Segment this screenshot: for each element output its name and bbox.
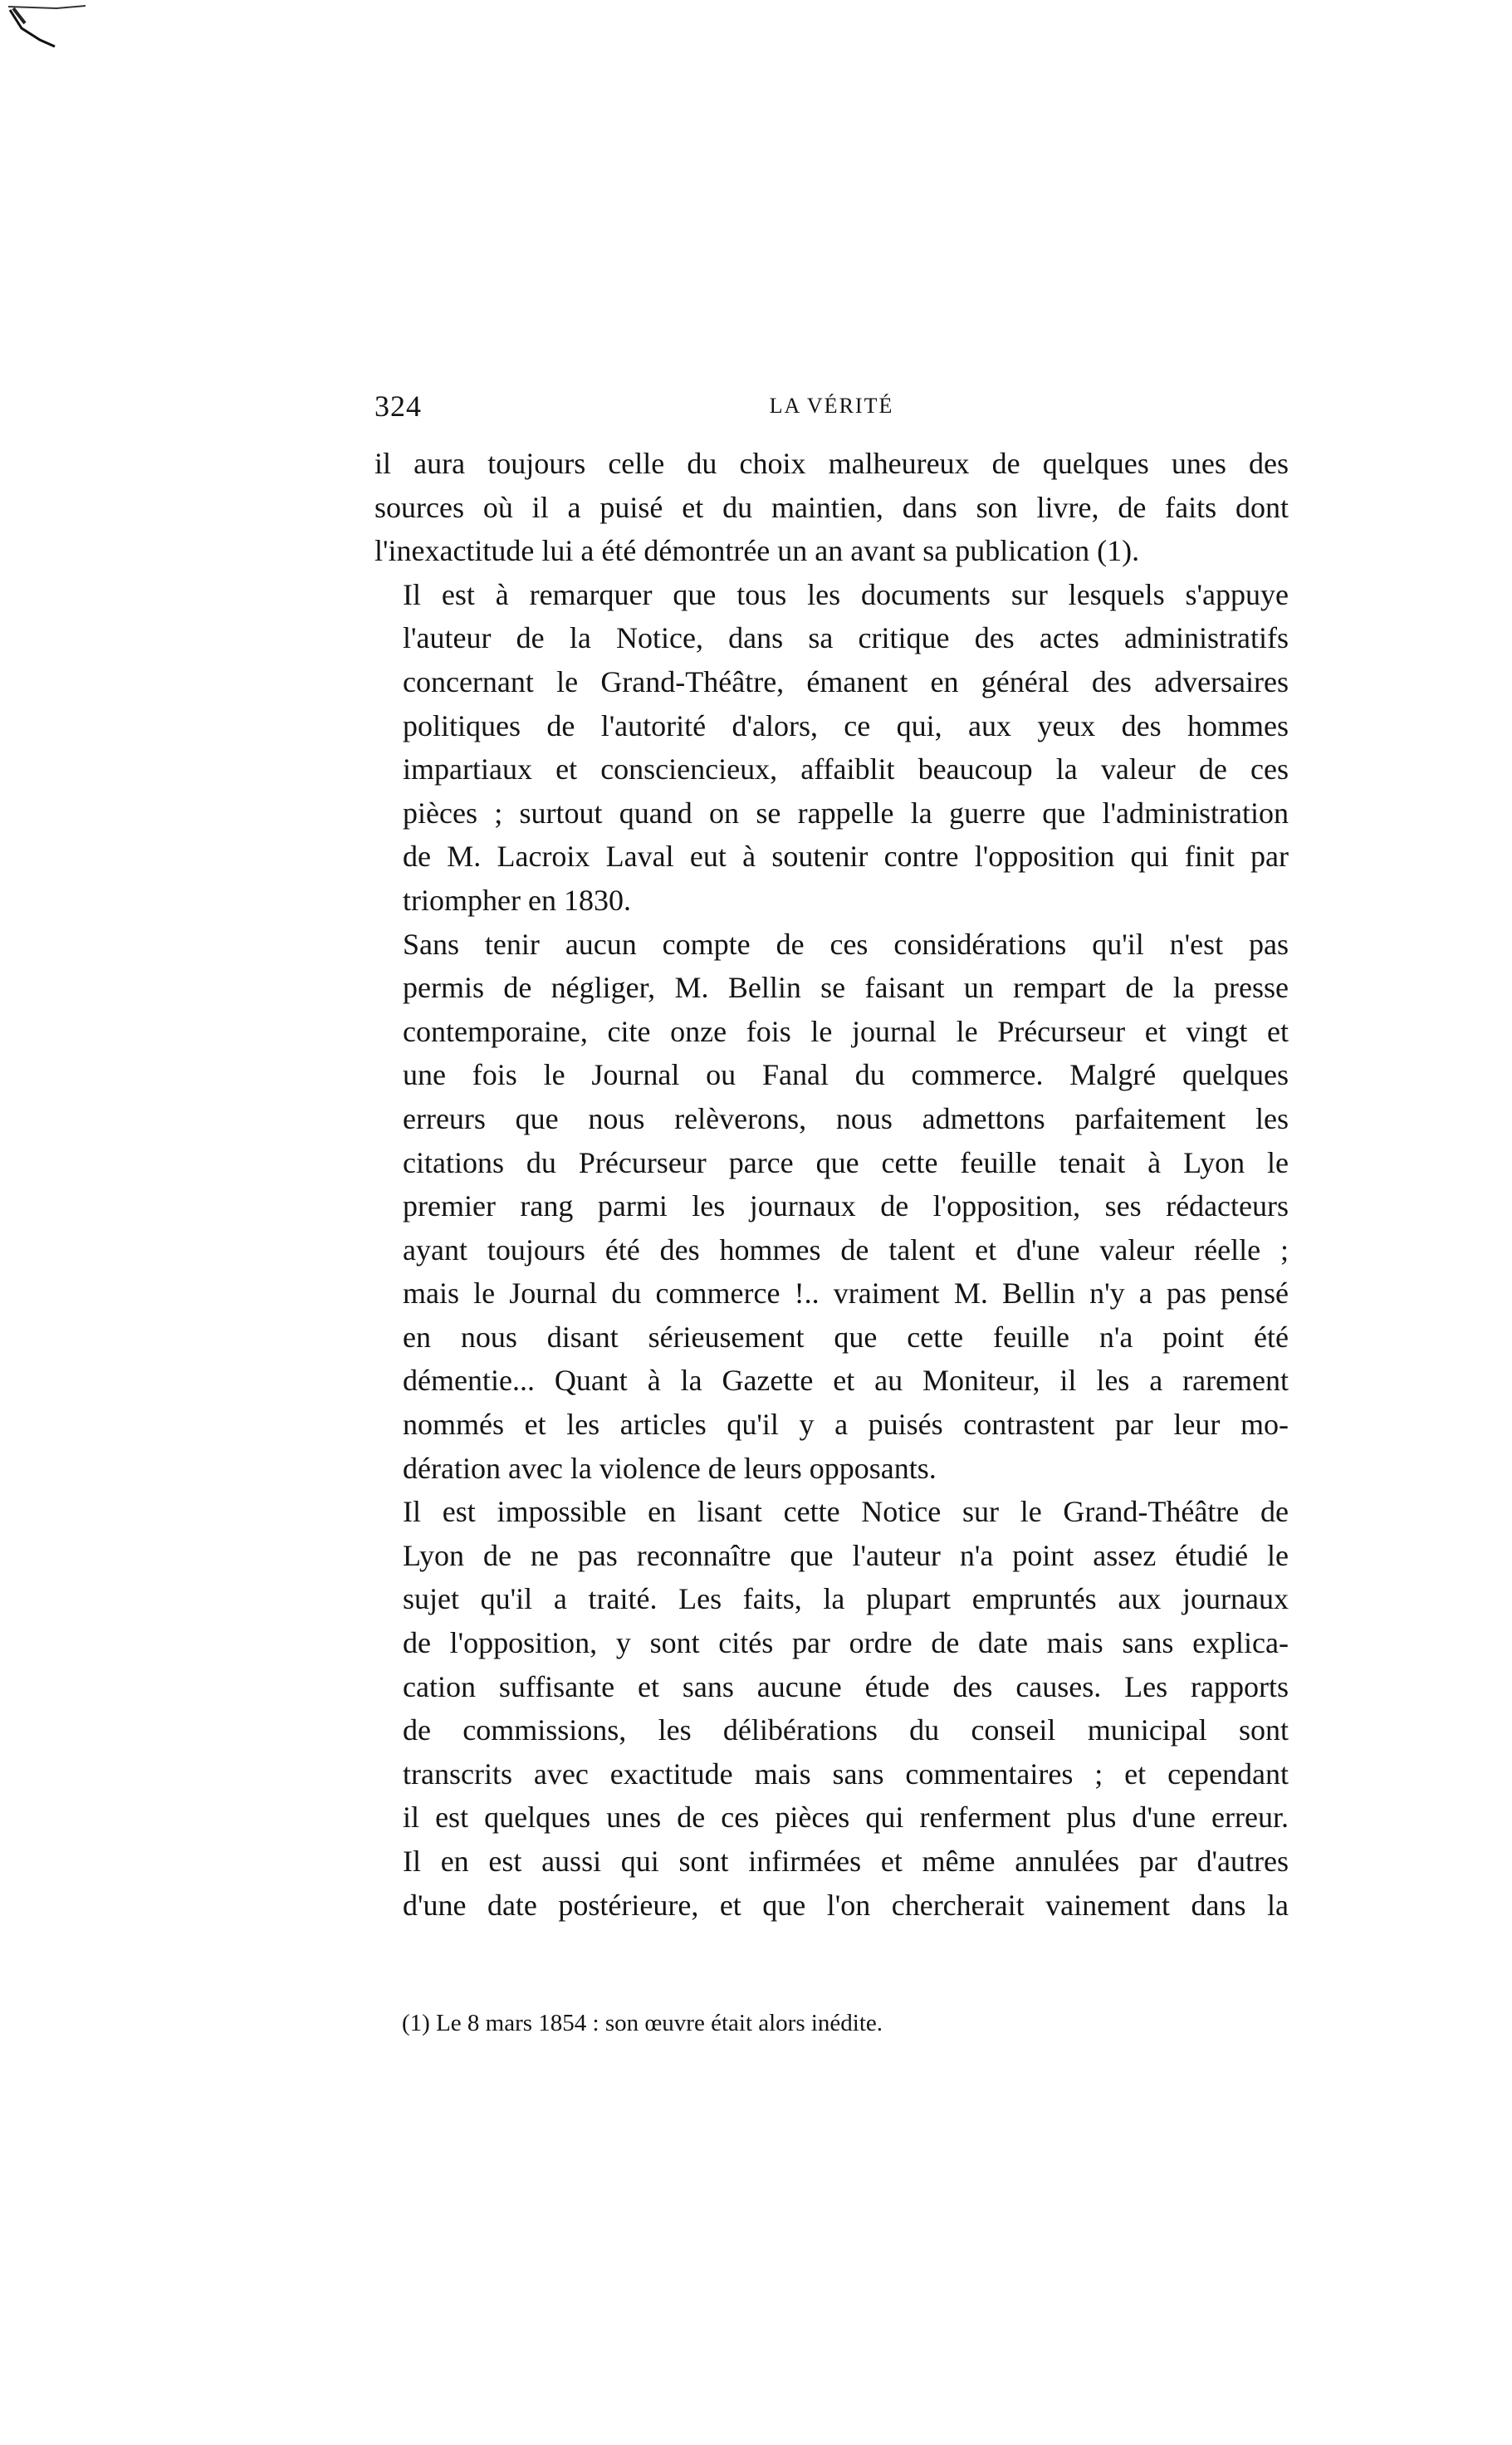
text-line: Lyon de ne pas reconnaître que l'auteur n'a point assez étudié le — [403, 1538, 1289, 1572]
running-head — [374, 389, 1289, 430]
page-number: 324 — [374, 390, 422, 423]
text-line: l'auteur de la Notice, dans sa critique des actes administratifs — [403, 621, 1289, 655]
text-line: premier rang parmi les journaux de l'opposition, ses rédacteurs — [403, 1189, 1289, 1223]
text-line: Il est impossible en lisant cette Notice sur le Grand-Théâtre de — [403, 1495, 1289, 1529]
text-line: pièces ; surtout quand on se rappelle la guerre que l'administration — [403, 796, 1289, 830]
text-line: de commissions, les délibérations du conseil municipal sont — [403, 1713, 1289, 1747]
paragraph-4 — [374, 1490, 1289, 1927]
text-line: sujet qu'il a traité. Les faits, la plupart empruntés aux journaux — [403, 1582, 1289, 1616]
text-line: en nous disant sérieusement que cette feuille n'a point été — [403, 1320, 1289, 1354]
text-line: erreurs que nous relèverons, nous admettons parfaitement les — [403, 1101, 1289, 1135]
text-line: Il est à remarquer que tous les documents sur lesquels s'appuye — [403, 577, 1289, 611]
paragraph-1 — [374, 442, 1289, 573]
text-line: mais le Journal du commerce !.. vraiment M. Bellin n'y a pas pensé — [403, 1276, 1289, 1311]
text-line: contemporaine, cite onze fois le journal le Précurseur et vingt et — [403, 1014, 1289, 1048]
text-line: triompher en 1830. — [403, 883, 631, 917]
text-line: citations du Précurseur parce que cette feuille tenait à Lyon le — [403, 1145, 1289, 1179]
text-line: démentie... Quant à la Gazette et au Moniteur, il les a rarement — [403, 1364, 1289, 1398]
text-line: il aura toujours celle du choix malheureux de quelques unes des — [374, 447, 1289, 480]
body-text — [374, 442, 1289, 1927]
text-line: permis de négliger, M. Bellin se faisant un rempart de la presse — [403, 971, 1289, 1005]
text-line: concernant le Grand-Théâtre, émanent en général des adversaires — [403, 664, 1289, 698]
text-line: de l'opposition, y sont cités par ordre de date mais sans explica- — [403, 1626, 1289, 1660]
text-line: de M. Lacroix Laval eut à soutenir contre l'opposition qui finit par — [403, 840, 1289, 874]
paragraph-2 — [374, 573, 1289, 923]
text-line: d'une date postérieure, et que l'on chercherait vainement dans la — [403, 1888, 1289, 1922]
text-line: transcrits avec exactitude mais sans commentaires ; et cependant — [403, 1757, 1289, 1791]
text-line: une fois le Journal ou Fanal du commerce. Malgré quelques — [403, 1058, 1289, 1092]
text-line: Il en est aussi qui sont infirmées et même annulées par d'autres — [403, 1845, 1289, 1878]
text-line: impartiaux et consciencieux, affaiblit beaucoup la valeur de ces — [403, 752, 1289, 786]
running-title: LA VÉRITÉ — [769, 394, 894, 418]
text-line: Sans tenir aucun compte de ces considérations qu'il n'est pas — [403, 927, 1289, 961]
text-line: il est quelques unes de ces pièces qui renferment plus d'une erreur. — [403, 1801, 1289, 1835]
text-line: politiques de l'autorité d'alors, ce qui, aux yeux des hommes — [403, 708, 1289, 742]
text-line: ayant toujours été des hommes de talent et d'une valeur réelle ; — [403, 1232, 1289, 1267]
text-line: cation suffisante et sans aucune étude des causes. Les rapports — [403, 1669, 1289, 1703]
text-line: sources où il a puisé et du maintien, dans son livre, de faits dont — [374, 490, 1289, 524]
text-line: dération avec la violence de leurs opposants. — [403, 1451, 937, 1485]
footnote: (1) Le 8 mars 1854 : son œuvre était alors inédite. — [402, 2010, 883, 2036]
scan-corner-mark — [7, 3, 98, 53]
text-line: l'inexactitude lui a été démontrée un an avant sa publication (1). — [374, 534, 1140, 568]
paragraph-3 — [374, 923, 1289, 1491]
text-line: nommés et les articles qu'il y a puisés contrastent par leur mo- — [403, 1408, 1289, 1442]
